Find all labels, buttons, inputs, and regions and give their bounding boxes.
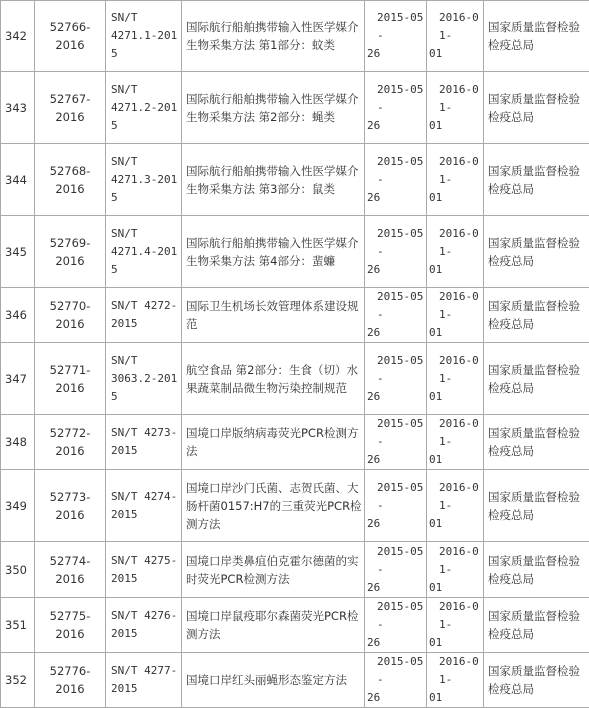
table-body <box>1 1 589 708</box>
record-code: 52770- 2016 <box>35 288 106 343</box>
release-date: 2015-05- 26 <box>365 343 427 415</box>
release-date: 2015-05- 26 <box>365 1 427 72</box>
standard-name: 国际卫生机场长效管理体系建设规范 <box>182 288 365 343</box>
issuing-authority: 国家质量监督检验检疫总局 <box>484 542 589 598</box>
table-row <box>1 288 589 343</box>
issuing-authority: 国家质量监督检验检疫总局 <box>484 216 589 288</box>
record-code: 52771- 2016 <box>35 343 106 415</box>
standard-name: 国际航行船舶携带输入性医学媒介生物采集方法 第2部分：蝇类 <box>182 72 365 144</box>
standard-number: SN/T 4274- 2015 <box>106 470 182 542</box>
release-date: 2015-05- 26 <box>365 144 427 216</box>
issuing-authority: 国家质量监督检验检疫总局 <box>484 415 589 470</box>
record-code: 52768- 2016 <box>35 144 106 216</box>
row-number: 343 <box>1 72 35 144</box>
release-date: 2015-05- 26 <box>365 216 427 288</box>
standard-name: 国境口岸红头丽蝇形态鉴定方法 <box>182 653 365 708</box>
standard-number: SN/T 4272- 2015 <box>106 288 182 343</box>
record-code: 52766- 2016 <box>35 1 106 72</box>
record-code: 52769- 2016 <box>35 216 106 288</box>
table-row <box>1 343 589 415</box>
issuing-authority: 国家质量监督检验检疫总局 <box>484 1 589 72</box>
table-row <box>1 216 589 288</box>
standard-number: SN/T 4277- 2015 <box>106 653 182 708</box>
record-code: 52773- 2016 <box>35 470 106 542</box>
table-row <box>1 542 589 598</box>
row-number: 344 <box>1 144 35 216</box>
standard-number: SN/T 4275- 2015 <box>106 542 182 598</box>
implementation-date: 2016-01- 01 <box>427 144 484 216</box>
standard-name: 国境口岸沙门氏菌、志贺氏菌、大肠杆菌0157:H7的三重荧光PCR检测方法 <box>182 470 365 542</box>
standard-name: 航空食品 第2部分：生食（切）水果蔬菜制品微生物污染控制规范 <box>182 343 365 415</box>
issuing-authority: 国家质量监督检验检疫总局 <box>484 598 589 653</box>
record-code: 52772- 2016 <box>35 415 106 470</box>
standard-number: SN/T 4276- 2015 <box>106 598 182 653</box>
table-row <box>1 653 589 708</box>
issuing-authority: 国家质量监督检验检疫总局 <box>484 72 589 144</box>
implementation-date: 2016-01- 01 <box>427 542 484 598</box>
release-date: 2015-05- 26 <box>365 470 427 542</box>
record-code: 52767- 2016 <box>35 72 106 144</box>
row-number: 346 <box>1 288 35 343</box>
record-code: 52775- 2016 <box>35 598 106 653</box>
table-row <box>1 470 589 542</box>
standard-number: SN/T 3063.2-2015 <box>106 343 182 415</box>
row-number: 347 <box>1 343 35 415</box>
implementation-date: 2016-01- 01 <box>427 470 484 542</box>
issuing-authority: 国家质量监督检验检疫总局 <box>484 288 589 343</box>
standard-name: 国际航行船舶携带输入性医学媒介生物采集方法 第3部分：鼠类 <box>182 144 365 216</box>
release-date: 2015-05- 26 <box>365 72 427 144</box>
issuing-authority: 国家质量监督检验检疫总局 <box>484 653 589 708</box>
issuing-authority: 国家质量监督检验检疫总局 <box>484 343 589 415</box>
standard-number: SN/T 4271.1-2015 <box>106 1 182 72</box>
table-row <box>1 598 589 653</box>
standard-number: SN/T 4271.2-2015 <box>106 72 182 144</box>
release-date: 2015-05- 26 <box>365 288 427 343</box>
implementation-date: 2016-01- 01 <box>427 653 484 708</box>
implementation-date: 2016-01- 01 <box>427 598 484 653</box>
row-number: 349 <box>1 470 35 542</box>
row-number: 352 <box>1 653 35 708</box>
standard-name: 国际航行船舶携带输入性医学媒介生物采集方法 第1部分：蚊类 <box>182 1 365 72</box>
release-date: 2015-05- 26 <box>365 653 427 708</box>
implementation-date: 2016-01- 01 <box>427 288 484 343</box>
standard-number: SN/T 4273- 2015 <box>106 415 182 470</box>
row-number: 345 <box>1 216 35 288</box>
record-code: 52776- 2016 <box>35 653 106 708</box>
release-date: 2015-05- 26 <box>365 542 427 598</box>
implementation-date: 2016-01- 01 <box>427 1 484 72</box>
standard-number: SN/T 4271.3-2015 <box>106 144 182 216</box>
record-code: 52774- 2016 <box>35 542 106 598</box>
standard-name: 国境口岸版纳病毒荧光PCR检测方法 <box>182 415 365 470</box>
issuing-authority: 国家质量监督检验检疫总局 <box>484 470 589 542</box>
issuing-authority: 国家质量监督检验检疫总局 <box>484 144 589 216</box>
standard-name: 国境口岸鼠疫耶尔森菌荧光PCR检测方法 <box>182 598 365 653</box>
standard-number: SN/T 4271.4-2015 <box>106 216 182 288</box>
row-number: 351 <box>1 598 35 653</box>
release-date: 2015-05- 26 <box>365 415 427 470</box>
table-row <box>1 72 589 144</box>
implementation-date: 2016-01- 01 <box>427 343 484 415</box>
table-row <box>1 1 589 72</box>
row-number: 342 <box>1 1 35 72</box>
row-number: 348 <box>1 415 35 470</box>
implementation-date: 2016-01- 01 <box>427 72 484 144</box>
release-date: 2015-05- 26 <box>365 598 427 653</box>
table-row <box>1 415 589 470</box>
standard-name: 国际航行船舶携带输入性医学媒介生物采集方法 第4部分：蜚蠊 <box>182 216 365 288</box>
standard-name: 国境口岸类鼻疽伯克霍尔德菌的实时荧光PCR检测方法 <box>182 542 365 598</box>
implementation-date: 2016-01- 01 <box>427 216 484 288</box>
row-number: 350 <box>1 542 35 598</box>
implementation-date: 2016-01- 01 <box>427 415 484 470</box>
table-row <box>1 144 589 216</box>
